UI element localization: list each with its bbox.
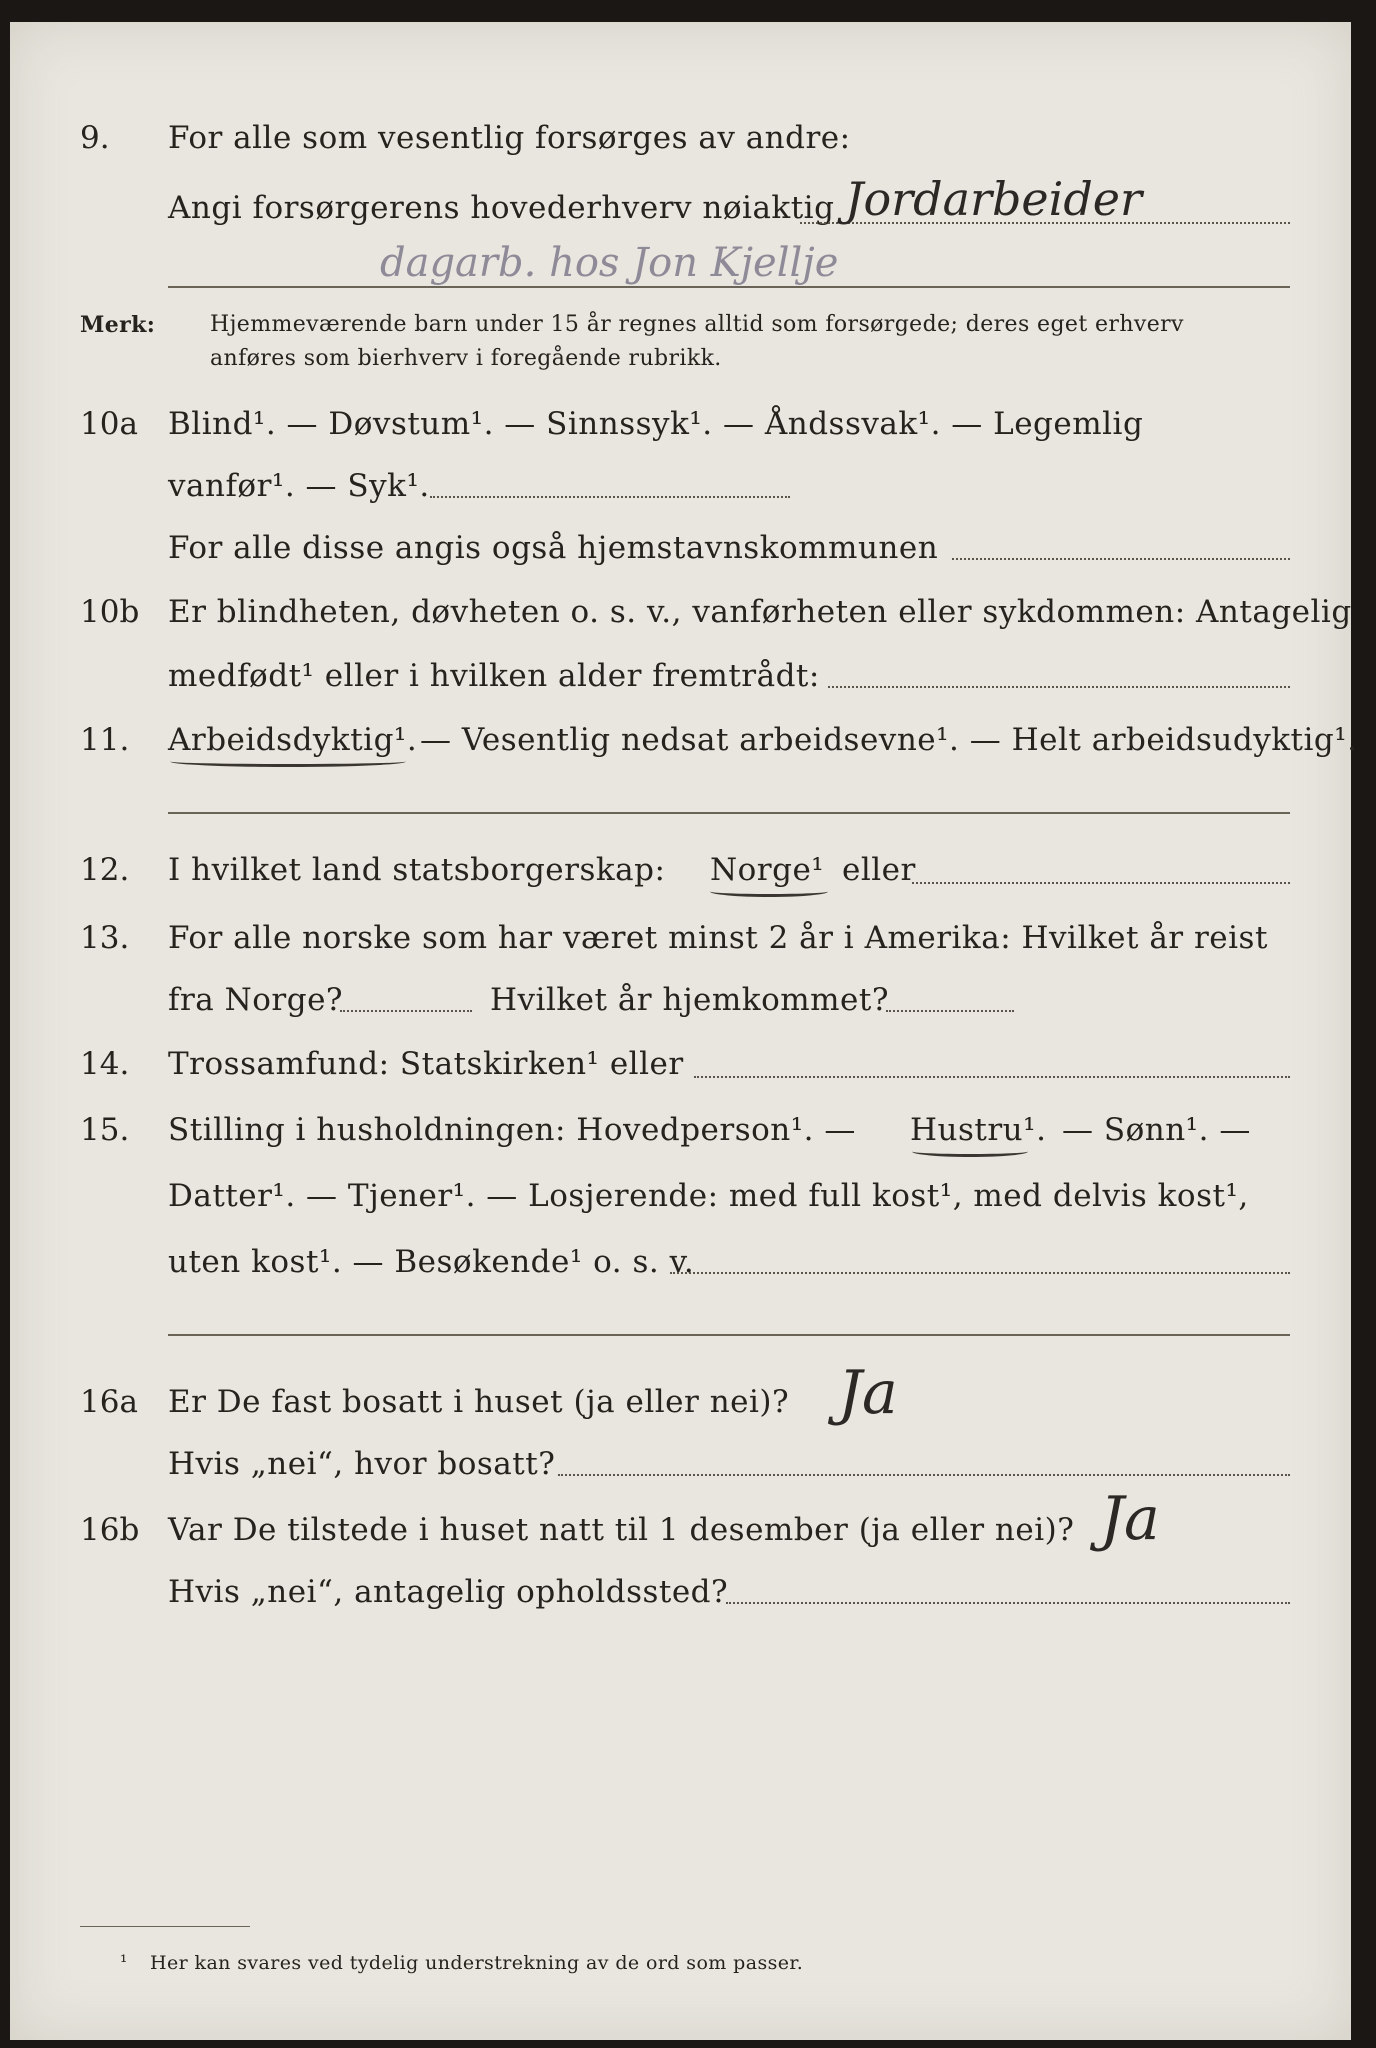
q14-number: 14.	[80, 1046, 130, 1082]
merk-line1: Hjemmeværende barn under 15 år regnes alltid som forsørgede; deres eget erhverv	[210, 312, 1184, 337]
q10b-line2: medfødt¹ eller i hvilken alder fremtrådt:	[168, 658, 820, 694]
merk-label: Merk:	[80, 312, 156, 338]
q11-blank-line	[168, 812, 1290, 814]
q15-answer-line	[670, 1272, 1290, 1274]
q12-answer-line	[912, 882, 1290, 884]
footnote-separator	[80, 1926, 250, 1927]
merk-line2: anføres som bierhverv i foregående rubrikk.	[210, 346, 722, 371]
q10a-line1: Blind¹. — Døvstum¹. — Sinnssyk¹. — Åndssvak¹. — Legemlig	[168, 406, 1144, 442]
q9-line2-label: Angi forsørgerens hovederhverv nøiaktig	[168, 190, 835, 226]
q16b-number: 16b	[80, 1512, 140, 1548]
q10a-line3: For alle disse angis også hjemstavnskommunen	[168, 530, 939, 566]
q10b-answer-line	[828, 686, 1290, 688]
q10a-kommune-line	[952, 558, 1290, 560]
q9-handwritten-answer2-part1: dagarb. hos Jon Kjellje	[380, 240, 839, 286]
q16a-number: 16a	[80, 1384, 138, 1420]
q12-norge: Norge¹	[710, 852, 825, 888]
q15-line3: uten kost¹. — Besøkende¹ o. s. v.	[168, 1244, 695, 1280]
census-form-page	[10, 22, 1358, 2040]
q14-answer-line	[694, 1076, 1290, 1078]
q12-number: 12.	[80, 852, 130, 888]
q14-line: Trossamfund: Statskirken¹ eller	[168, 1046, 684, 1082]
footnote-mark: ¹	[120, 1952, 128, 1973]
q12-eller: eller	[842, 852, 916, 888]
q15-answer-underline	[912, 1146, 1028, 1157]
q16a-line2: Hvis „nei“, hvor bosatt?	[168, 1446, 556, 1482]
q16a-line1: Er De fast bosatt i huset (ja eller nei)?	[168, 1384, 790, 1420]
q9-answer-line2	[168, 286, 1290, 288]
q15-hustru: Hustru¹.	[910, 1112, 1047, 1148]
q15-line1b: — Sønn¹. —	[1062, 1112, 1251, 1148]
q13-hjemkommet-line	[886, 1010, 1014, 1012]
q16a-answer-line	[558, 1474, 1290, 1476]
q11-arbeidsdyktig: Arbeidsdyktig¹.	[168, 722, 418, 758]
q10a-syk-line	[430, 496, 790, 498]
q16a-handwritten-answer: Ja	[838, 1358, 898, 1428]
q9-number: 9.	[80, 120, 110, 156]
q15-line1a: Stilling i husholdningen: Hovedperson¹. —	[168, 1112, 856, 1148]
q13-reist-line	[340, 1010, 472, 1012]
q9-handwritten-answer1: Jordarbeider	[845, 172, 1143, 226]
q12-answer-underline	[710, 886, 828, 897]
q13-line1: For alle norske som har været minst 2 år i Amerika: Hvilket år reist	[168, 920, 1268, 956]
q13-line2b: Hvilket år hjemkommet?	[490, 982, 889, 1018]
q9-line1: For alle som vesentlig forsørges av andre:	[168, 120, 851, 156]
q11-rest: — Vesentlig nedsat arbeidsevne¹. — Helt arbeidsudyktig¹.	[420, 722, 1358, 758]
q13-line2a: fra Norge?	[168, 982, 344, 1018]
q15-blank-line	[168, 1334, 1290, 1336]
q10a-number: 10a	[80, 406, 138, 442]
q16b-line1: Var De tilstede i huset natt til 1 desember (ja eller nei)?	[168, 1512, 1075, 1548]
q16b-handwritten-answer: Ja	[1100, 1484, 1160, 1554]
q12-label: I hvilket land statsborgerskap:	[168, 852, 666, 888]
q11-answer-underline	[170, 756, 406, 767]
q13-number: 13.	[80, 920, 130, 956]
q10b-line1: Er blindheten, døvheten o. s. v., vanførheten eller sykdommen: Antagelig	[168, 594, 1352, 630]
q11-number: 11.	[80, 722, 130, 758]
q10b-number: 10b	[80, 594, 140, 630]
q10a-line2: vanfør¹. — Syk¹.	[168, 468, 430, 504]
q16b-line2: Hvis „nei“, antagelig opholdssted?	[168, 1574, 729, 1610]
q16b-answer-line	[726, 1602, 1290, 1604]
q15-number: 15.	[80, 1112, 130, 1148]
footnote-text: Her kan svares ved tydelig understrekning av de ord som passer.	[150, 1952, 804, 1974]
q15-line2: Datter¹. — Tjener¹. — Losjerende: med full kost¹, med delvis kost¹,	[168, 1178, 1249, 1214]
